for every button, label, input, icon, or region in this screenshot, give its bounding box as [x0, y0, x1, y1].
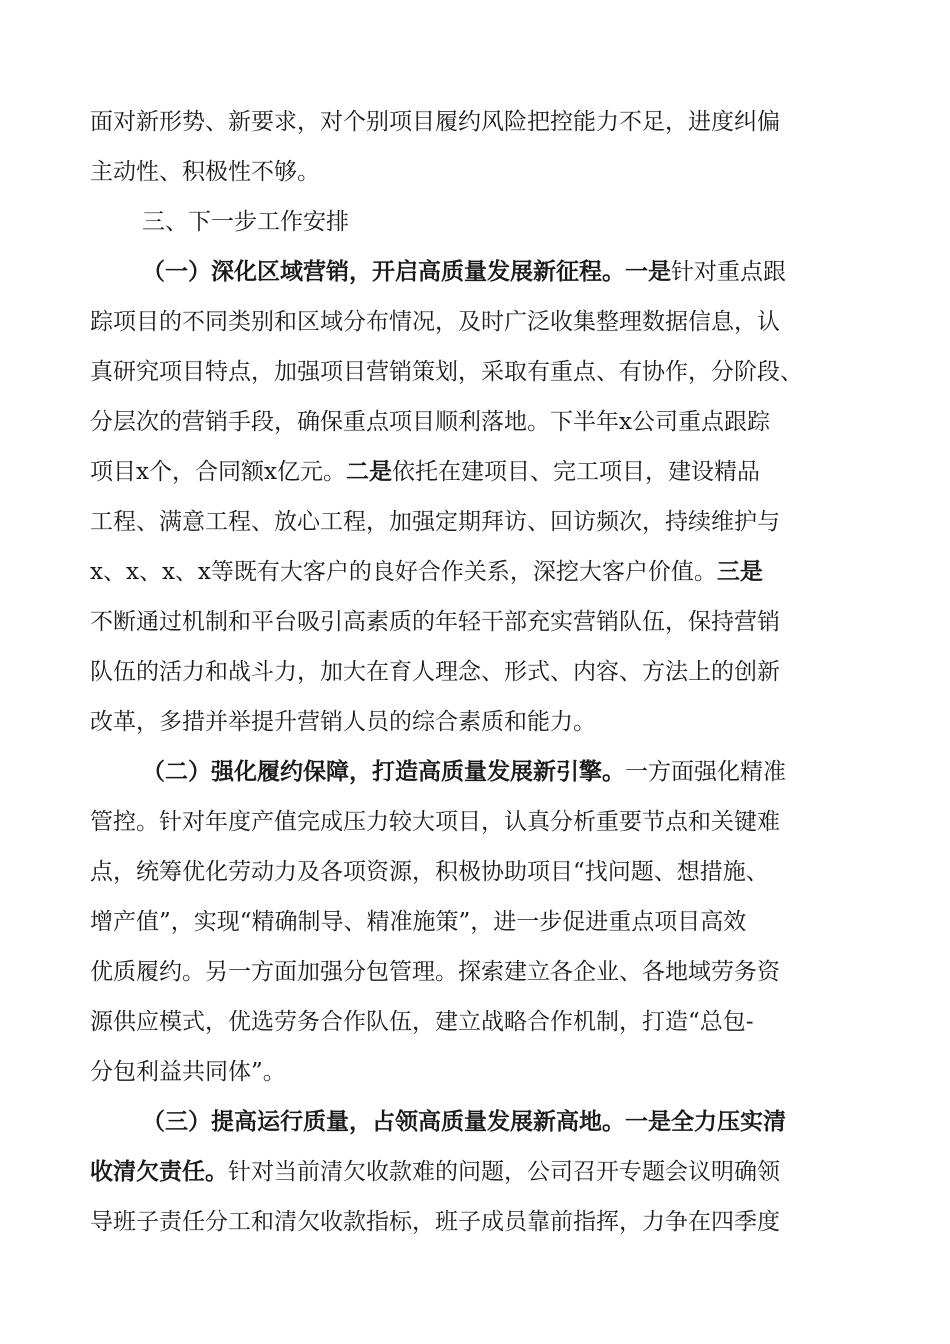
text-line: 优质履约。另一方面加强分包管理。探索建立各企业、各地域劳务资	[90, 959, 780, 985]
text-line: 主动性、积极性不够。	[90, 159, 320, 185]
text-line: 管控。针对年度产值完成压力较大项目，认真分析重要节点和关键难	[90, 809, 780, 835]
text-line: 改革，多措并举提升营销人员的综合素质和能力。	[90, 709, 596, 735]
text-line: 分层次的营销手段，确保重点项目顺利落地。下半年x公司重点跟踪	[90, 409, 770, 435]
marker: 二是	[345, 458, 392, 485]
marker: 三是	[716, 558, 763, 585]
text-run: 针对重点跟	[671, 259, 786, 285]
text-line: 分包利益共同体”。	[90, 1059, 286, 1085]
text-line: 面对新形势、新要求，对个别项目履约风险把控能力不足，进度纠偏	[90, 109, 780, 135]
text-line: 导班子责任分工和清欠收款指标，班子成员靠前指挥，力争在四季度	[90, 1209, 780, 1235]
paragraph-start	[142, 1107, 786, 1137]
text-line	[90, 457, 760, 487]
text-line: 踪项目的不同类别和区域分布情况，及时广泛收集整理数据信息，认	[90, 309, 780, 335]
text-line: 真研究项目特点，加强项目营销策划，采取有重点、有协作，分阶段、	[90, 359, 803, 385]
text-line: 源供应模式，优选劳务合作队伍，建立战略合作机制，打造“总包-	[90, 1009, 754, 1035]
text-line: 增产值”，实现“精确制导、精准施策”，进一步促进重点项目高效	[90, 909, 747, 935]
text-line: 工程、满意工程、放心工程，加强定期拜访、回访频次，持续维护与	[90, 509, 780, 535]
text-run: 项目x个，合同额x亿元。	[90, 459, 346, 485]
subheading-1: （一）深化区域营销，开启高质量发展新征程。	[142, 258, 625, 285]
text-line	[90, 557, 763, 587]
paragraph-start	[142, 757, 786, 787]
section-heading: 三、下一步工作安排	[142, 209, 349, 235]
marker: 收清欠责任。	[90, 1158, 228, 1185]
text-line: 点，统筹优化劳动力及各项资源，积极协助项目“找问题、想措施、	[90, 859, 769, 885]
paragraph-start	[142, 257, 786, 287]
text-run: 针对当前清欠收款难的问题，公司召开专题会议明确领	[228, 1159, 780, 1185]
marker: 一是全力压实清	[625, 1108, 786, 1135]
text-line: 不断通过机制和平台吸引高素质的年轻干部充实营销队伍，保持营销	[90, 609, 780, 635]
subheading-3: （三）提高运行质量，占领高质量发展新高地。	[142, 1108, 625, 1135]
text-run: x、x、x、x等既有大客户的良好合作关系，深挖大客户价值。	[90, 559, 717, 585]
marker: 一是	[625, 258, 671, 285]
text-run: 一方面强化精准	[625, 759, 786, 785]
text-line: 队伍的活力和战斗力，加大在育人理念、形式、内容、方法上的创新	[90, 659, 780, 685]
subheading-2: （二）强化履约保障，打造高质量发展新引擎。	[142, 758, 625, 785]
text-line	[90, 1157, 780, 1187]
text-run: 依托在建项目、完工项目，建设精品	[391, 459, 760, 485]
